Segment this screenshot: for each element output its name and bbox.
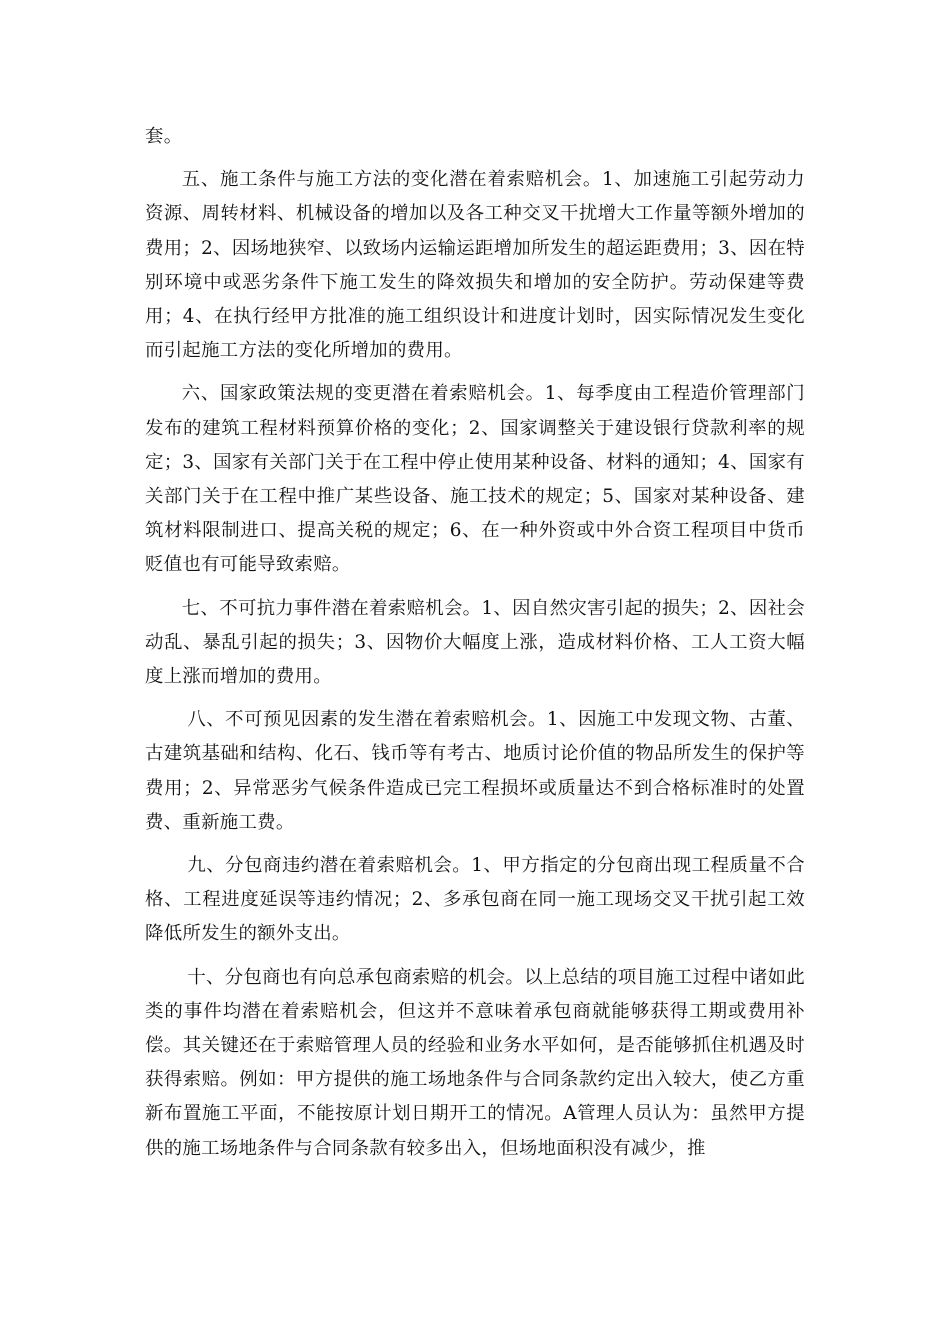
paragraph-unforeseen-factors: 八、不可预见因素的发生潜在着索赔机会。1、因施工中发现文物、古董、古建筑基础和结构、化石、钱币等有考古、地质讨论价值的物品所发生的保护等费用；2、异常恶劣气候条件造成已完工程损坏或质量达不到合格标准时的处置费、重新施工费。 (145, 709, 805, 833)
paragraph-subcontractor-breach: 九、分包商违约潜在着索赔机会。1、甲方指定的分包商出现工程质量不合格、工程进度延误等违约情况；2、多承包商在同一施工现场交叉干扰引起工效降低所发生的额外支出。 (145, 855, 805, 945)
paragraph-subcontractor-claims: 十、分包商也有向总承包商索赔的机会。以上总结的项目施工过程中诸如此类的事件均潜在着索赔机会，但这并不意味着承包商就能够获得工期或费用补偿。其关键还在于索赔管理人员的经验和业务水平如何，是否能够抓住机遇及时获得索赔。例如：甲方提供的施工场地条件与合同条款约定出入较大，使乙方重新布置施工平面，不能按原计划日期开工的情况。A管理人员认为：虽然甲方提供的施工场地条件与合同条款有较多出入，但场地面积没有减少，推 (145, 966, 805, 1159)
paragraph-policy-changes: 六、国家政策法规的变更潜在着索赔机会。1、每季度由工程造价管理部门发布的建筑工程材料预算价格的变化；2、国家调整关于建设银行贷款利率的规定；3、国家有关部门关于在工程中停止使用某种设备、材料的通知；4、国家有关部门关于在工程中推广某些设备、施工技术的规定；5、国家对某种设备、建筑材料限制进口、提高关税的规定；6、在一种外资或中外合资工程项目中货币贬值也有可能导致索赔。 (145, 383, 805, 576)
paragraph-force-majeure: 七、不可抗力事件潜在着索赔机会。1、因自然灾害引起的损失；2、因社会动乱、暴乱引起的损失；3、因物价大幅度上涨，造成材料价格、工人工资大幅度上涨而增加的费用。 (145, 597, 805, 688)
paragraph-continuation: 套。 (145, 126, 183, 147)
document-body (145, 120, 805, 1175)
paragraph-construction-conditions: 五、施工条件与施工方法的变化潜在着索赔机会。1、加速施工引起劳动力资源、周转材料、机械设备的增加以及各工种交叉干扰增大工作量等额外增加的费用；2、因场地狭窄、以致场内运输运距增加所发生的超运距费用；3、因在特别环境中或恶劣条件下施工发生的降效损失和增加的安全防护。劳动保建等费用；4、在执行经甲方批准的施工组织设计和进度计划时，因实际情况发生变化而引起施工方法的变化所增加的费用。 (145, 169, 805, 362)
